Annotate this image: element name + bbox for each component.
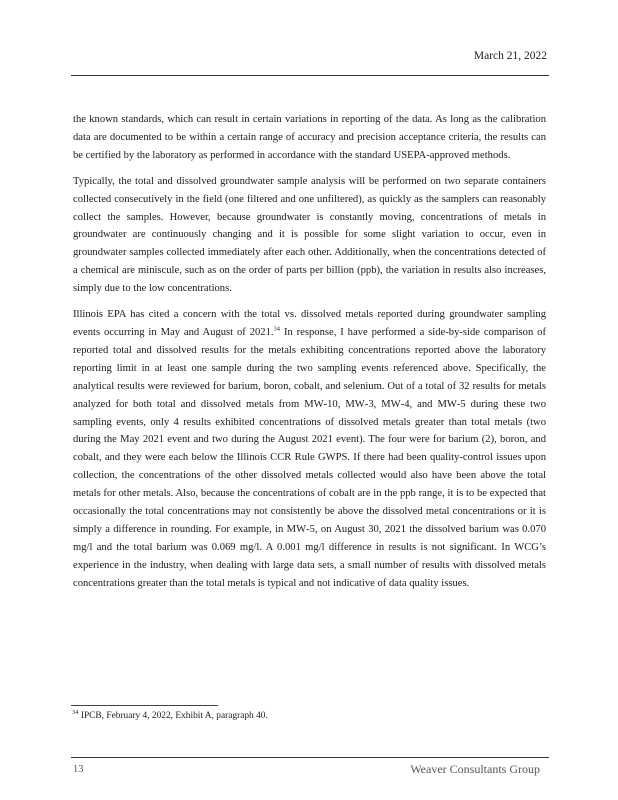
paragraph-illinois-epa-body: In response, I have performed a side‐by‐side comparison of reported total and dissolved results for the metals exhibiting concentrations reported above the laboratory reporting limit in at least one sample during the two sampling events referenced above. Specifically, the analytical results were reviewed for barium, boron, cobalt, and selenium. Out of a total of 32 results for metals analyzed for both total and dissolved metals from MW‐10, MW‐3, MW‐4, and MW‐5 during these two sampling events, only 4 results exhibited concentrations of dissolved metals greater than total metals (two during the May 2021 event and two during the August 2021 event). The four were for barium (2), boron, and cobalt, and they were each below the Illinois CCR Rule GWPS. If there had been quality‐control issues upon collection, the concentrations of the other dissolved metals collected would also have been above the total metals for other metals. Also, because the concentrations of cobalt are in the ppb range, it is to be expected that occasionally the total concentrations may not consistently be above the dissolved metal concentrations or it is simply a difference in rounding. For example, in MW‐5, on August 30, 2021 the dissolved barium was 0.070 mg/l and the total barium was 0.069 mg/l. A 0.001 mg/l difference in results is not significant. In WCG’s experience in the industry, when dealing with large data sets, a small number of results with dissolved metals concentrations greater than the total metals is typical and not indicative of data quality issues. <box>73 326 546 589</box>
paragraph-illinois-epa-intro: Illinois EPA has cited a concern with the total vs. dissolved metals reported during groundwater sampling events occurring in May and August of 2021. <box>73 309 546 338</box>
paragraph-calibration: the known standards, which can result in certain variations in reporting of the data. As long as the calibration data are documented to be within a certain range of accuracy and precision acceptance criteria, the results can be certified by the laboratory as performed in accordance with the standard USEPA‐approved methods. <box>73 114 546 161</box>
header-divider <box>71 75 549 76</box>
page-number: 13 <box>73 764 84 775</box>
header-date: March 21, 2022 <box>473 50 547 62</box>
paragraph-sampling: Typically, the total and dissolved groundwater sample analysis will be performed on two separate containers collected consecutively in the field (one filtered and one unfiltered), as quickly as the samplers can reasonably collect the samples. However, because groundwater is constantly moving, concentrations of metals in groundwater are continuously changing and it is possible for some slight variation to occur, even in groundwater samples collected immediately after each other. Additionally, when the concentrations detected of a chemical are miniscule, such as on the order of parts per billion (ppb), the variation in results also increases, simply due to the low concentrations. <box>73 175 546 295</box>
footnote-number: 34 <box>72 708 79 716</box>
footnote-text: IPCB, February 4, 2022, Exhibit A, paragraph 40. <box>78 711 268 721</box>
footnote-reference[interactable]: 34 <box>273 325 281 333</box>
paragraph-illinois-epa <box>73 306 546 593</box>
footnote <box>72 708 268 721</box>
footnote-divider <box>71 705 218 706</box>
footer-divider <box>71 757 549 758</box>
footer-company-name: Weaver Consultants Group <box>410 762 540 776</box>
document-body <box>73 111 546 593</box>
